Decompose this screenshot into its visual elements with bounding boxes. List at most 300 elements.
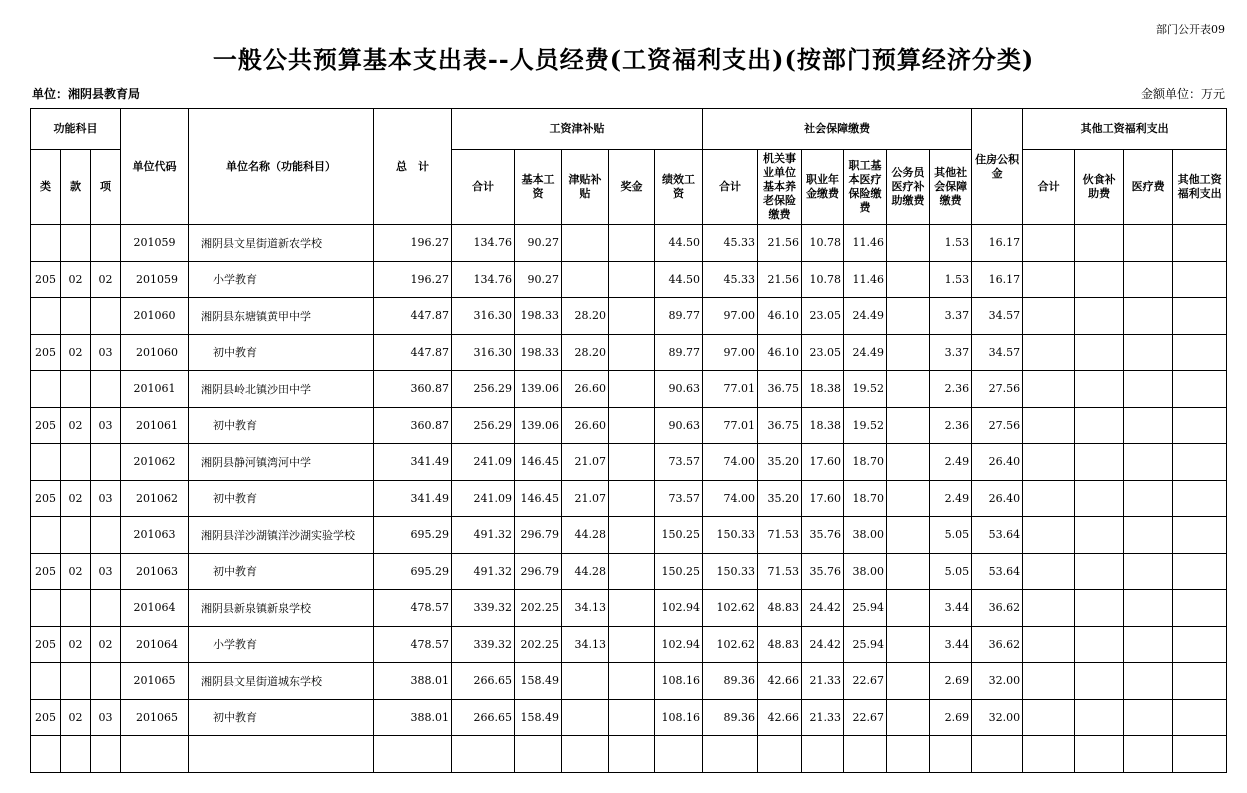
header-social-total: 合计 [703, 150, 758, 225]
cell-medical: 25.94 [844, 590, 887, 627]
cell-other-total [1023, 444, 1075, 481]
cell-perf: 90.63 [655, 371, 703, 408]
cell-other-total [1023, 553, 1075, 590]
cell-social-total: 45.33 [703, 261, 758, 298]
cell-code: 201063 [121, 517, 189, 554]
cell-pension: 46.10 [758, 334, 802, 371]
cell-annuity: 24.42 [802, 590, 844, 627]
cell-civil-med [887, 444, 930, 481]
cell-name: 小学教育 [189, 626, 374, 663]
cell-lei: 205 [31, 699, 61, 736]
cell-other-social: 2.49 [930, 480, 972, 517]
cell-meal [1075, 298, 1124, 335]
cell-wage-total: 316.30 [452, 298, 515, 335]
cell-code [121, 736, 189, 773]
cell-kuan [61, 736, 91, 773]
cell-allowance [562, 663, 609, 700]
cell-medical: 38.00 [844, 517, 887, 554]
header-bonus: 奖金 [609, 150, 655, 225]
cell-pension: 21.56 [758, 261, 802, 298]
cell-annuity: 17.60 [802, 444, 844, 481]
cell-kuan [61, 298, 91, 335]
cell-medical: 19.52 [844, 371, 887, 408]
cell-perf [655, 736, 703, 773]
cell-meal [1075, 444, 1124, 481]
cell-xiang [91, 590, 121, 627]
cell-medfee [1124, 407, 1173, 444]
table-row [31, 407, 1227, 444]
cell-civil-med [887, 517, 930, 554]
cell-medfee [1124, 699, 1173, 736]
cell-meal [1075, 663, 1124, 700]
cell-other-total [1023, 736, 1075, 773]
cell-housing: 32.00 [972, 663, 1023, 700]
cell-code: 201063 [121, 553, 189, 590]
cell-name [189, 736, 374, 773]
cell-medical: 19.52 [844, 407, 887, 444]
cell-pension: 71.53 [758, 517, 802, 554]
cell-other-welfare [1173, 663, 1227, 700]
cell-medical [844, 736, 887, 773]
cell-basic: 90.27 [515, 225, 562, 262]
cell-other-welfare [1173, 407, 1227, 444]
cell-other-welfare [1173, 553, 1227, 590]
cell-kuan [61, 517, 91, 554]
cell-social-total: 150.33 [703, 517, 758, 554]
cell-name: 初中教育 [189, 480, 374, 517]
header-medfee: 医疗费 [1124, 150, 1173, 225]
cell-xiang [91, 663, 121, 700]
cell-basic: 139.06 [515, 407, 562, 444]
header-housing: 住房公积金 [972, 109, 1023, 225]
cell-total: 447.87 [374, 298, 452, 335]
cell-meal [1075, 334, 1124, 371]
table-row [31, 371, 1227, 408]
cell-medfee [1124, 298, 1173, 335]
cell-code: 201064 [121, 626, 189, 663]
cell-allowance: 26.60 [562, 407, 609, 444]
cell-other-social: 2.69 [930, 699, 972, 736]
cell-pension: 35.20 [758, 444, 802, 481]
cell-total [374, 736, 452, 773]
header-name: 单位名称（功能科目） [189, 109, 374, 225]
cell-name: 初中教育 [189, 699, 374, 736]
cell-civil-med [887, 663, 930, 700]
header-pension: 机关事业单位基本养老保险缴费 [758, 150, 802, 225]
cell-housing: 53.64 [972, 517, 1023, 554]
cell-total: 695.29 [374, 517, 452, 554]
cell-wage-total: 256.29 [452, 407, 515, 444]
cell-other-welfare [1173, 298, 1227, 335]
table-row [31, 298, 1227, 335]
cell-allowance: 34.13 [562, 626, 609, 663]
header-code: 单位代码 [121, 109, 189, 225]
cell-total: 360.87 [374, 371, 452, 408]
cell-social-total: 102.62 [703, 590, 758, 627]
cell-lei: 205 [31, 480, 61, 517]
cell-other-social: 3.44 [930, 626, 972, 663]
cell-total: 447.87 [374, 334, 452, 371]
cell-perf: 44.50 [655, 225, 703, 262]
budget-table [30, 108, 1227, 773]
cell-annuity: 23.05 [802, 334, 844, 371]
cell-name: 初中教育 [189, 407, 374, 444]
cell-code: 201065 [121, 663, 189, 700]
cell-meal [1075, 225, 1124, 262]
cell-civil-med [887, 407, 930, 444]
cell-lei [31, 736, 61, 773]
unit-label: 单位：湘阴县教育局 [32, 87, 141, 101]
cell-meal [1075, 590, 1124, 627]
cell-medical: 22.67 [844, 663, 887, 700]
cell-allowance: 34.13 [562, 590, 609, 627]
cell-perf: 102.94 [655, 590, 703, 627]
cell-other-welfare [1173, 334, 1227, 371]
cell-bonus [609, 663, 655, 700]
cell-xiang [91, 371, 121, 408]
cell-social-total: 45.33 [703, 225, 758, 262]
cell-annuity: 10.78 [802, 225, 844, 262]
cell-bonus [609, 334, 655, 371]
cell-wage-total: 491.32 [452, 553, 515, 590]
cell-other-social: 2.36 [930, 407, 972, 444]
cell-kuan [61, 590, 91, 627]
cell-xiang: 03 [91, 407, 121, 444]
cell-other-social: 3.37 [930, 334, 972, 371]
cell-perf: 108.16 [655, 663, 703, 700]
cell-annuity: 24.42 [802, 626, 844, 663]
cell-housing: 34.57 [972, 334, 1023, 371]
cell-medical: 24.49 [844, 298, 887, 335]
cell-kuan: 02 [61, 261, 91, 298]
cell-other-total [1023, 590, 1075, 627]
cell-social-total: 89.36 [703, 699, 758, 736]
cell-other-social [930, 736, 972, 773]
cell-annuity: 21.33 [802, 699, 844, 736]
cell-kuan: 02 [61, 480, 91, 517]
cell-annuity [802, 736, 844, 773]
cell-bonus [609, 444, 655, 481]
cell-other-total [1023, 480, 1075, 517]
header-other-welfare: 其他工资福利支出 [1173, 150, 1227, 225]
cell-other-total [1023, 407, 1075, 444]
cell-basic: 198.33 [515, 298, 562, 335]
cell-bonus [609, 626, 655, 663]
cell-lei: 205 [31, 261, 61, 298]
cell-xiang [91, 225, 121, 262]
cell-medical: 18.70 [844, 480, 887, 517]
cell-annuity: 35.76 [802, 553, 844, 590]
cell-basic: 90.27 [515, 261, 562, 298]
cell-meal [1075, 736, 1124, 773]
cell-other-social: 3.37 [930, 298, 972, 335]
cell-lei [31, 371, 61, 408]
cell-total: 478.57 [374, 590, 452, 627]
cell-other-welfare [1173, 699, 1227, 736]
cell-other-welfare [1173, 371, 1227, 408]
cell-pension: 21.56 [758, 225, 802, 262]
cell-medical: 11.46 [844, 261, 887, 298]
cell-allowance: 28.20 [562, 298, 609, 335]
cell-other-welfare [1173, 444, 1227, 481]
cell-allowance: 44.28 [562, 517, 609, 554]
cell-medfee [1124, 517, 1173, 554]
cell-xiang [91, 444, 121, 481]
cell-pension: 42.66 [758, 663, 802, 700]
cell-code: 201059 [121, 261, 189, 298]
cell-bonus [609, 699, 655, 736]
cell-housing: 36.62 [972, 626, 1023, 663]
header-other-total: 合计 [1023, 150, 1075, 225]
cell-code: 201060 [121, 334, 189, 371]
cell-bonus [609, 225, 655, 262]
cell-wage-total: 316.30 [452, 334, 515, 371]
cell-housing: 53.64 [972, 553, 1023, 590]
cell-civil-med [887, 553, 930, 590]
cell-wage-total: 491.32 [452, 517, 515, 554]
cell-meal [1075, 371, 1124, 408]
cell-basic: 202.25 [515, 590, 562, 627]
cell-wage-total: 339.32 [452, 626, 515, 663]
cell-perf: 89.77 [655, 334, 703, 371]
cell-other-total [1023, 699, 1075, 736]
cell-other-total [1023, 371, 1075, 408]
cell-total: 478.57 [374, 626, 452, 663]
cell-xiang [91, 298, 121, 335]
cell-lei [31, 590, 61, 627]
cell-total: 341.49 [374, 444, 452, 481]
cell-code: 201062 [121, 444, 189, 481]
cell-meal [1075, 517, 1124, 554]
cell-social-total [703, 736, 758, 773]
cell-medfee [1124, 225, 1173, 262]
cell-other-total [1023, 298, 1075, 335]
cell-other-welfare [1173, 261, 1227, 298]
cell-medfee [1124, 736, 1173, 773]
table-row [31, 553, 1227, 590]
cell-perf: 89.77 [655, 298, 703, 335]
cell-meal [1075, 553, 1124, 590]
cell-perf: 150.25 [655, 553, 703, 590]
cell-housing: 16.17 [972, 261, 1023, 298]
cell-kuan [61, 371, 91, 408]
cell-total: 388.01 [374, 699, 452, 736]
cell-wage-total: 256.29 [452, 371, 515, 408]
cell-bonus [609, 517, 655, 554]
cell-medfee [1124, 334, 1173, 371]
cell-lei [31, 517, 61, 554]
cell-medical: 22.67 [844, 699, 887, 736]
table-row [31, 480, 1227, 517]
header-other-social: 其他社会保障缴费 [930, 150, 972, 225]
cell-lei: 205 [31, 407, 61, 444]
cell-allowance: 44.28 [562, 553, 609, 590]
header-social-group: 社会保障缴费 [703, 109, 972, 150]
cell-other-total [1023, 261, 1075, 298]
cell-pension: 46.10 [758, 298, 802, 335]
cell-medfee [1124, 663, 1173, 700]
table-row [31, 736, 1227, 773]
cell-total: 360.87 [374, 407, 452, 444]
cell-wage-total: 134.76 [452, 261, 515, 298]
cell-other-welfare [1173, 736, 1227, 773]
cell-meal [1075, 699, 1124, 736]
cell-perf: 150.25 [655, 517, 703, 554]
cell-kuan: 02 [61, 699, 91, 736]
cell-code: 201059 [121, 225, 189, 262]
cell-annuity: 18.38 [802, 407, 844, 444]
cell-lei: 205 [31, 553, 61, 590]
cell-basic: 296.79 [515, 553, 562, 590]
cell-kuan: 02 [61, 407, 91, 444]
cell-basic: 158.49 [515, 699, 562, 736]
cell-medfee [1124, 626, 1173, 663]
cell-medfee [1124, 261, 1173, 298]
table-row [31, 699, 1227, 736]
cell-perf: 73.57 [655, 480, 703, 517]
cell-lei: 205 [31, 334, 61, 371]
header-basic: 基本工资 [515, 150, 562, 225]
cell-medical: 11.46 [844, 225, 887, 262]
cell-name: 湘阴县洋沙湖镇洋沙湖实验学校 [189, 517, 374, 554]
cell-allowance: 28.20 [562, 334, 609, 371]
cell-allowance [562, 699, 609, 736]
cell-meal [1075, 480, 1124, 517]
cell-medfee [1124, 371, 1173, 408]
cell-name: 湘阴县东塘镇黄甲中学 [189, 298, 374, 335]
cell-total: 341.49 [374, 480, 452, 517]
cell-pension: 48.83 [758, 626, 802, 663]
cell-civil-med [887, 225, 930, 262]
cell-social-total: 97.00 [703, 298, 758, 335]
header-total: 总 计 [374, 109, 452, 225]
cell-basic: 198.33 [515, 334, 562, 371]
cell-medical: 25.94 [844, 626, 887, 663]
cell-kuan [61, 225, 91, 262]
cell-kuan: 02 [61, 553, 91, 590]
cell-lei [31, 663, 61, 700]
cell-perf: 102.94 [655, 626, 703, 663]
cell-name: 湘阴县静河镇湾河中学 [189, 444, 374, 481]
table-row [31, 626, 1227, 663]
cell-other-social: 2.69 [930, 663, 972, 700]
cell-name: 初中教育 [189, 334, 374, 371]
cell-kuan: 02 [61, 334, 91, 371]
cell-other-total [1023, 517, 1075, 554]
cell-civil-med [887, 371, 930, 408]
table-row [31, 444, 1227, 481]
cell-kuan [61, 444, 91, 481]
cell-xiang: 03 [91, 553, 121, 590]
cell-kuan [61, 663, 91, 700]
header-perf: 绩效工资 [655, 150, 703, 225]
cell-perf: 108.16 [655, 699, 703, 736]
cell-civil-med [887, 334, 930, 371]
cell-basic: 158.49 [515, 663, 562, 700]
cell-civil-med [887, 261, 930, 298]
cell-xiang [91, 517, 121, 554]
cell-meal [1075, 407, 1124, 444]
cell-housing: 27.56 [972, 371, 1023, 408]
cell-bonus [609, 590, 655, 627]
cell-xiang: 02 [91, 261, 121, 298]
cell-meal [1075, 261, 1124, 298]
table-number-label: 部门公开表09 [1156, 23, 1225, 36]
cell-medfee [1124, 590, 1173, 627]
cell-pension: 35.20 [758, 480, 802, 517]
cell-pension: 48.83 [758, 590, 802, 627]
cell-medfee [1124, 553, 1173, 590]
cell-name: 湘阴县文星街道新农学校 [189, 225, 374, 262]
cell-pension: 71.53 [758, 553, 802, 590]
cell-bonus [609, 553, 655, 590]
cell-civil-med [887, 298, 930, 335]
cell-total: 695.29 [374, 553, 452, 590]
header-xiang: 项 [91, 150, 121, 225]
cell-other-social: 2.36 [930, 371, 972, 408]
cell-wage-total: 266.65 [452, 663, 515, 700]
cell-medfee [1124, 444, 1173, 481]
cell-housing: 34.57 [972, 298, 1023, 335]
cell-name: 湘阴县新泉镇新泉学校 [189, 590, 374, 627]
cell-code: 201065 [121, 699, 189, 736]
cell-pension: 36.75 [758, 371, 802, 408]
table-row [31, 590, 1227, 627]
cell-annuity: 17.60 [802, 480, 844, 517]
page-title: 一般公共预算基本支出表--人员经费(工资福利支出)(按部门预算经济分类) [212, 45, 1035, 74]
cell-basic: 139.06 [515, 371, 562, 408]
cell-perf: 90.63 [655, 407, 703, 444]
cell-kuan: 02 [61, 626, 91, 663]
cell-bonus [609, 298, 655, 335]
cell-social-total: 150.33 [703, 553, 758, 590]
cell-other-total [1023, 225, 1075, 262]
cell-annuity: 23.05 [802, 298, 844, 335]
cell-housing: 26.40 [972, 444, 1023, 481]
table-row [31, 334, 1227, 371]
cell-basic: 296.79 [515, 517, 562, 554]
cell-lei [31, 444, 61, 481]
cell-code: 201062 [121, 480, 189, 517]
cell-code: 201060 [121, 298, 189, 335]
cell-code: 201064 [121, 590, 189, 627]
cell-xiang: 03 [91, 334, 121, 371]
cell-housing: 27.56 [972, 407, 1023, 444]
cell-basic [515, 736, 562, 773]
cell-other-welfare [1173, 517, 1227, 554]
cell-other-social: 1.53 [930, 261, 972, 298]
cell-other-total [1023, 334, 1075, 371]
cell-name: 湘阴县岭北镇沙田中学 [189, 371, 374, 408]
cell-bonus [609, 407, 655, 444]
cell-pension: 36.75 [758, 407, 802, 444]
cell-total: 196.27 [374, 261, 452, 298]
cell-annuity: 21.33 [802, 663, 844, 700]
cell-other-total [1023, 626, 1075, 663]
money-unit-label: 金额单位：万元 [1140, 87, 1225, 101]
cell-allowance: 21.07 [562, 480, 609, 517]
cell-social-total: 77.01 [703, 371, 758, 408]
cell-total: 196.27 [374, 225, 452, 262]
header-annuity: 职业年金缴费 [802, 150, 844, 225]
cell-pension: 42.66 [758, 699, 802, 736]
cell-housing: 32.00 [972, 699, 1023, 736]
cell-housing: 16.17 [972, 225, 1023, 262]
table-row [31, 225, 1227, 262]
cell-basic: 146.45 [515, 444, 562, 481]
cell-medical: 18.70 [844, 444, 887, 481]
cell-civil-med [887, 590, 930, 627]
